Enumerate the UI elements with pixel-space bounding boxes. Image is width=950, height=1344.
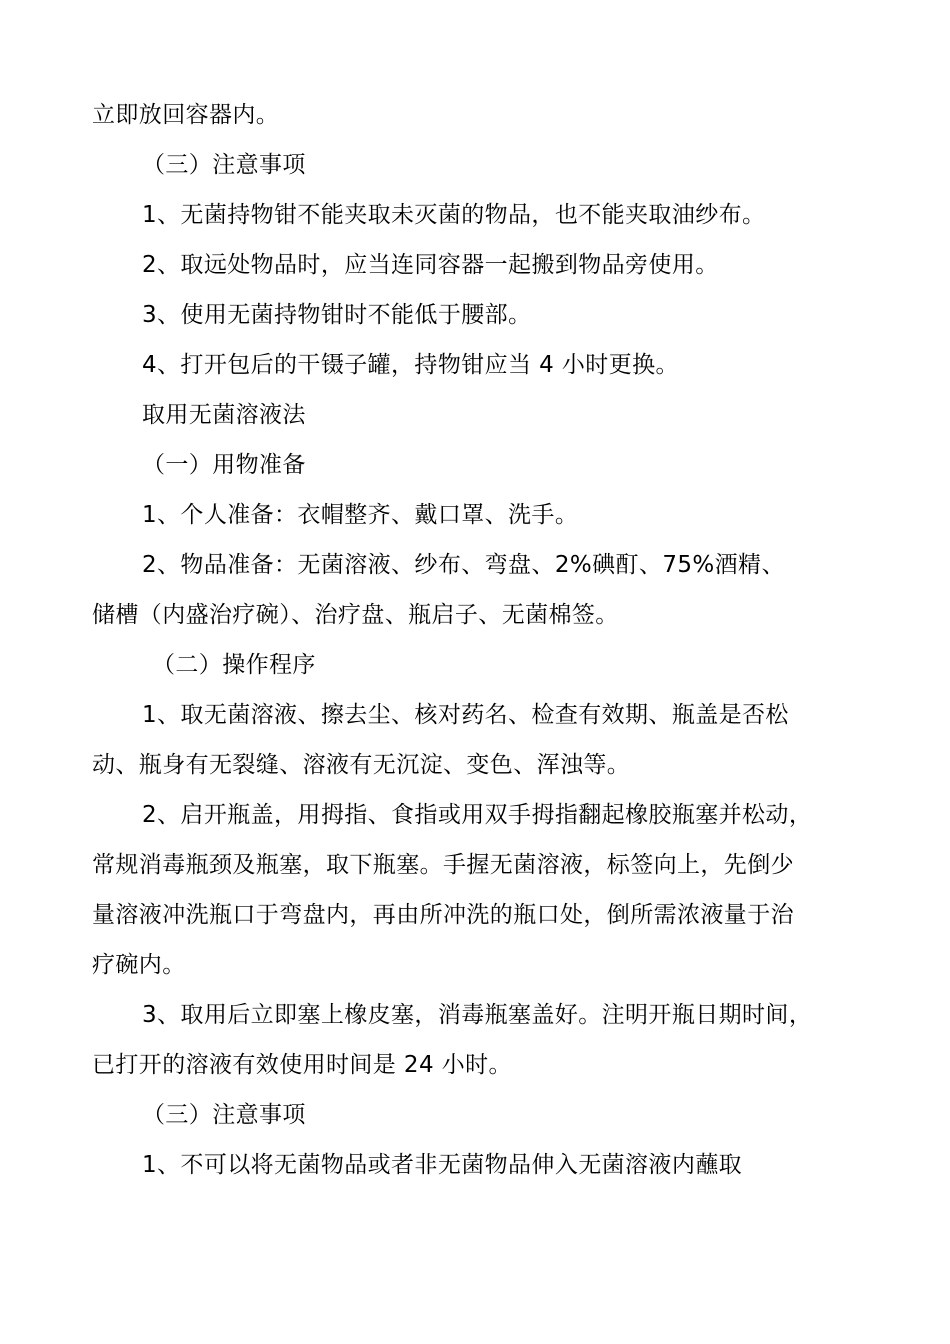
list-item-continuation: 已打开的溶液有效使用时间是 24 小时。 [92,1052,512,1078]
section-heading-preparation: （一）用物准备 [142,452,306,478]
list-item: 2、取远处物品时，应当连同容器一起搬到物品旁使用。 [142,252,719,278]
list-item-continuation: 量溶液冲洗瓶口于弯盘内，再由所冲洗的瓶口处，倒所需浓液量于治 [92,902,794,928]
section-title: 取用无菌溶液法 [142,402,306,428]
document-body [92,90,852,1190]
list-item: 4、打开包后的干镊子罐，持物钳应当 4 小时更换。 [142,352,679,378]
list-item-continuation: 疗碗内。 [92,952,186,978]
list-item-continuation: 储槽（内盛治疗碗）、治疗盘、瓶启子、无菌棉签。 [92,602,619,628]
list-item-continuation: 动、瓶身有无裂缝、溶液有无沉淀、变色、浑浊等。 [92,752,631,778]
list-item: 1、无菌持物钳不能夹取未灭菌的物品，也不能夹取油纱布。 [142,202,766,228]
list-item: 1、个人准备：衣帽整齐、戴口罩、洗手。 [142,502,579,528]
list-item: 1、不可以将无菌物品或者非无菌物品伸入无菌溶液内蘸取 [142,1152,743,1178]
section-heading-precautions: （三）注意事项 [142,152,306,178]
list-item-continuation: 常规消毒瓶颈及瓶塞，取下瓶塞。手握无菌溶液，标签向上，先倒少 [92,852,794,878]
list-item: 3、使用无菌持物钳时不能低于腰部。 [142,302,532,328]
section-heading-procedure: （二）操作程序 [152,652,316,678]
list-item: 2、物品准备：无菌溶液、纱布、弯盘、2%碘酊、75%酒精、 [142,552,785,578]
list-item: 2、启开瓶盖，用拇指、食指或用双手拇指翻起橡胶瓶塞并松动， [142,802,813,828]
paragraph-continuation: 立即放回容器内。 [92,102,280,128]
section-heading-precautions: （三）注意事项 [142,1102,306,1128]
list-item: 1、取无菌溶液、擦去尘、核对药名、检查有效期、瓶盖是否松 [142,702,789,728]
list-item: 3、取用后立即塞上橡皮塞，消毒瓶塞盖好。注明开瓶日期时间， [142,1002,813,1028]
